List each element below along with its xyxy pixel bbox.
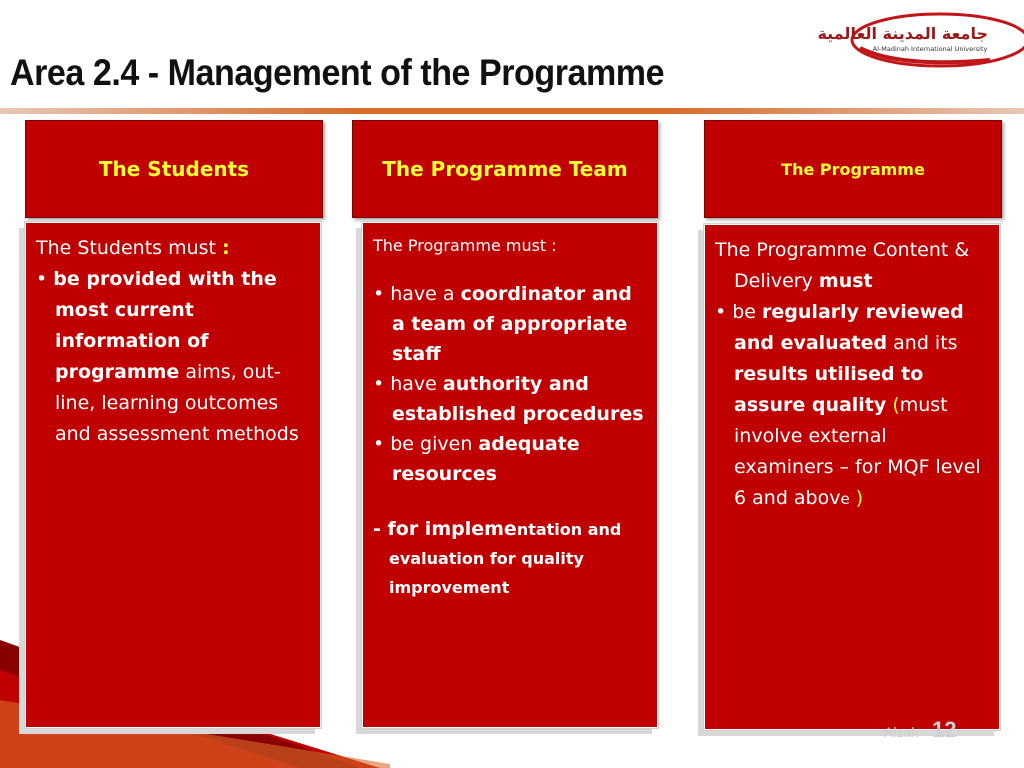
footer-name: Alzah xyxy=(884,724,920,740)
header-the-students xyxy=(25,120,323,218)
team-bullet-coordinator: • have a coordinator and a team of appropriate staff xyxy=(373,283,632,365)
header-label: The Programme Team xyxy=(382,157,628,181)
header-label: The Students xyxy=(98,157,250,181)
team-bullet-authority: • have authority and established procedures xyxy=(373,373,644,425)
header-label: The Programme xyxy=(781,159,925,179)
programme-bullet: • be regularly reviewed and evaluated and its results utilised to assure quality (must involve external examiners – for MQF level 6 and above ) xyxy=(715,301,981,509)
team-heading: The Programme must : xyxy=(373,236,557,255)
content-the-students xyxy=(25,222,321,728)
team-bullet-resources: • be given adequate resources xyxy=(373,433,580,485)
logo-english-name: Al-Madinah International University xyxy=(872,45,988,53)
content-the-programme xyxy=(704,224,1000,730)
logo-arabic-name: جامعة المدينة العالمية xyxy=(817,24,988,43)
slide-title: Area 2.4 - Management of the Programme xyxy=(10,52,665,93)
students-bullet: • be provided with the most current information of programme aims, out-line, learning outcomes and assessment methods xyxy=(36,268,299,445)
content-the-programme-team xyxy=(362,222,658,728)
title-divider xyxy=(0,108,1024,114)
header-the-programme xyxy=(704,120,1002,218)
programme-heading: The Programme Content & Delivery must xyxy=(715,239,970,292)
team-implementation-note: - for implementation and evaluation for quality improvement xyxy=(373,518,622,597)
header-the-programme-team xyxy=(352,120,658,218)
students-heading: The Students must : xyxy=(36,237,230,259)
slide-number: 12 xyxy=(932,717,957,742)
